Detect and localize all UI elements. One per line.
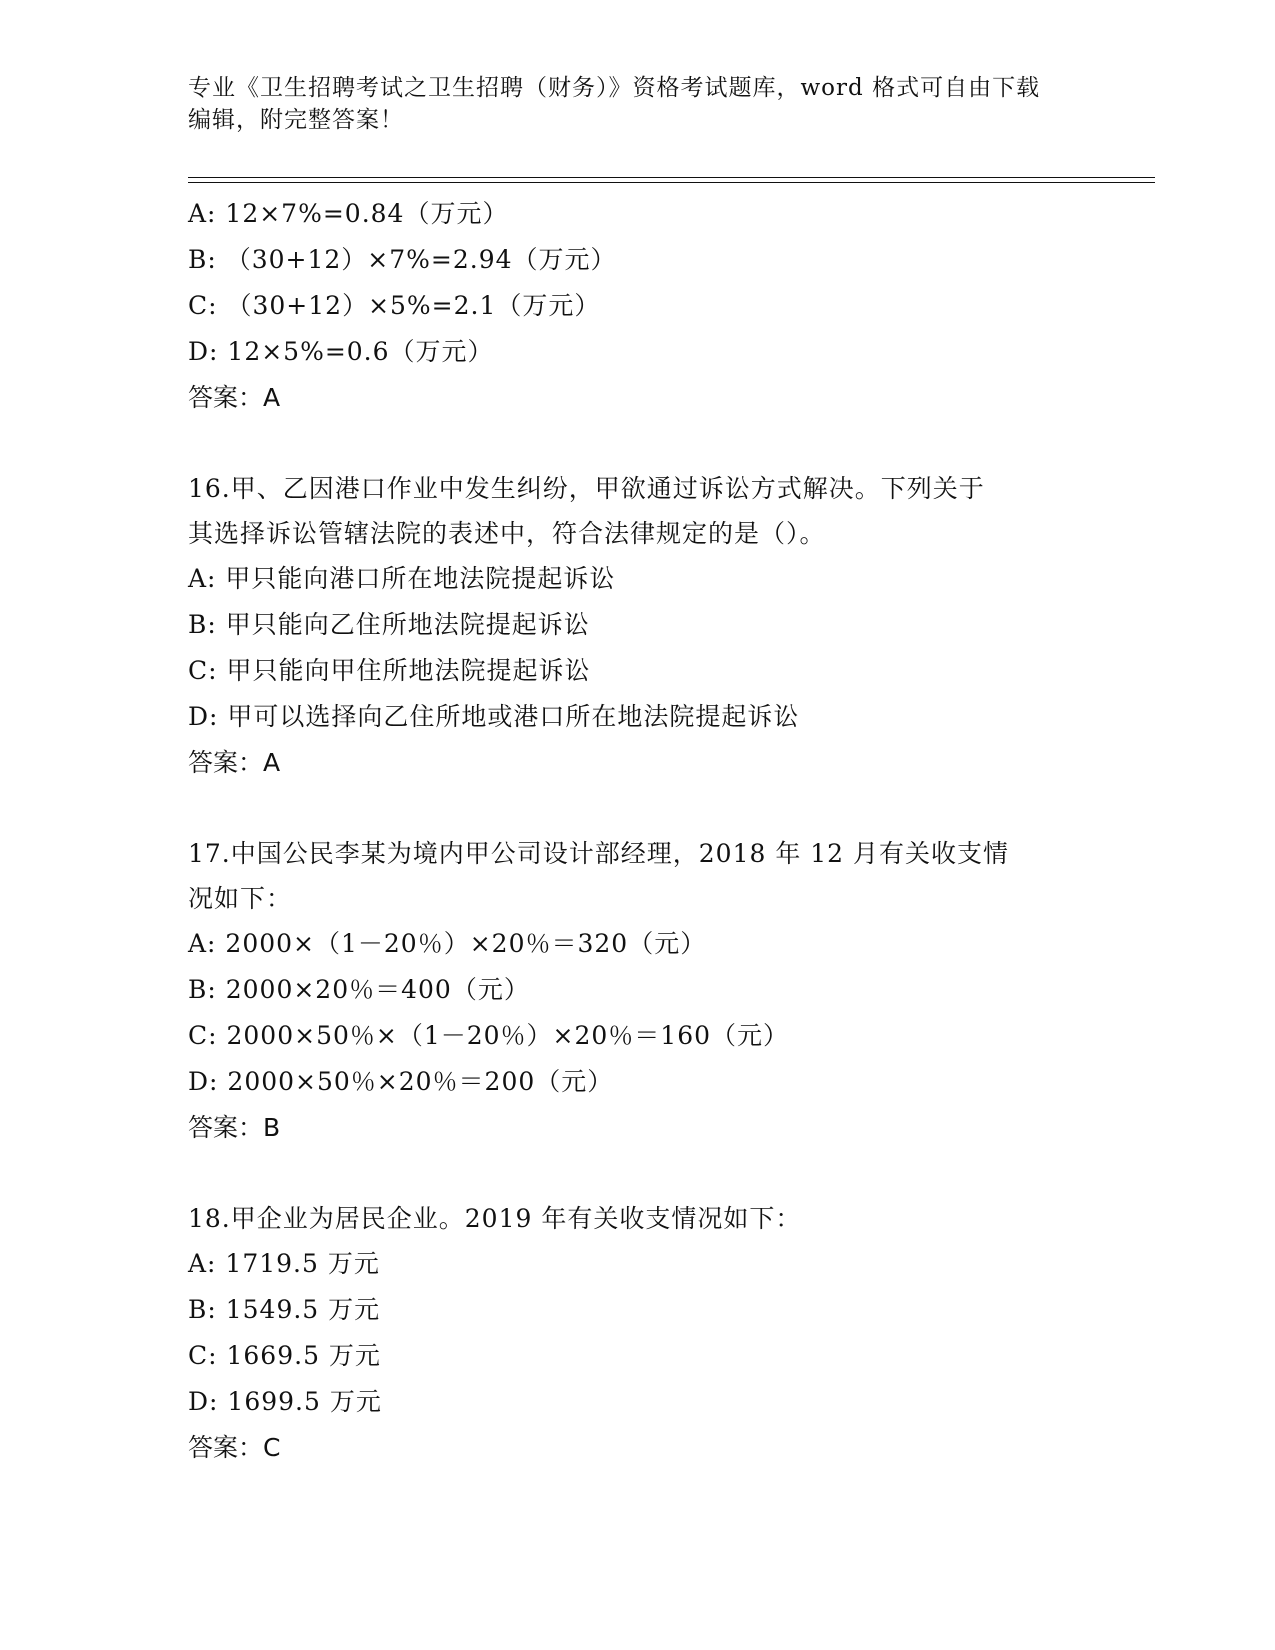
option-c: C: 2000×50％×（1－20％）×20％＝160（元） xyxy=(188,1021,790,1050)
option-c: C: 甲只能向甲住所地法院提起诉讼 xyxy=(188,656,591,685)
option-c: C: 1669.5 万元 xyxy=(188,1341,381,1370)
question-stem xyxy=(188,1196,1088,1241)
stem-line-2: 其选择诉讼管辖法院的表述中，符合法律规定的是（）。 xyxy=(188,519,826,548)
question-stem xyxy=(188,466,1088,556)
option-d: D: 甲可以选择向乙住所地或港口所在地法院提起诉讼 xyxy=(188,702,800,731)
spacer xyxy=(188,421,1148,466)
stem-line-1: 18.甲企业为居民企业。2019 年有关收支情况如下： xyxy=(188,1204,802,1233)
option-b: B: 2000×20％＝400（元） xyxy=(188,975,530,1004)
spacer xyxy=(188,1151,1148,1196)
answer-line: 答案：A xyxy=(188,748,281,777)
prev-question-block xyxy=(188,191,1148,421)
option-a: A: 甲只能向港口所在地法院提起诉讼 xyxy=(188,564,616,593)
question-list xyxy=(188,191,1148,1471)
spacer xyxy=(188,786,1148,831)
option-a: A: 1719.5 万元 xyxy=(188,1249,380,1278)
answer-line: 答案：B xyxy=(188,1113,281,1142)
question-17-block xyxy=(188,831,1148,1151)
stem-line-1: 16.甲、乙因港口作业中发生纠纷，甲欲通过诉讼方式解决。下列关于 xyxy=(188,474,985,503)
header-line-2: 编辑，附完整答案！ xyxy=(188,107,404,133)
question-18-block xyxy=(188,1196,1148,1471)
option-a: A: 2000×（1－20％）×20％＝320（元） xyxy=(188,929,707,958)
option-b: B: 1549.5 万元 xyxy=(188,1295,381,1324)
header-divider-bottom xyxy=(188,182,1155,183)
option-b: B: （30+12）×7%=2.94（万元） xyxy=(188,245,617,274)
stem-line-2: 况如下： xyxy=(188,884,293,913)
document-header xyxy=(188,72,1088,136)
option-d: D: 2000×50％×20％＝200（元） xyxy=(188,1067,614,1096)
option-c: C: （30+12）×5%=2.1（万元） xyxy=(188,291,601,320)
stem-line-1: 17.中国公民李某为境内甲公司设计部经理，2018 年 12 月有关收支情 xyxy=(188,839,1010,868)
question-16-block xyxy=(188,466,1148,786)
question-stem xyxy=(188,831,1088,921)
header-line-1: 专业《卫生招聘考试之卫生招聘（财务）》资格考试题库，word 格式可自由下载 xyxy=(188,75,1041,101)
answer-line: 答案：C xyxy=(188,1433,281,1462)
header-divider-top xyxy=(188,177,1155,178)
option-a: A: 12×7%=0.84（万元） xyxy=(188,199,509,228)
answer-line: 答案：A xyxy=(188,383,281,412)
option-d: D: 1699.5 万元 xyxy=(188,1387,382,1416)
option-d: D: 12×5%=0.6（万元） xyxy=(188,337,494,366)
option-b: B: 甲只能向乙住所地法院提起诉讼 xyxy=(188,610,590,639)
